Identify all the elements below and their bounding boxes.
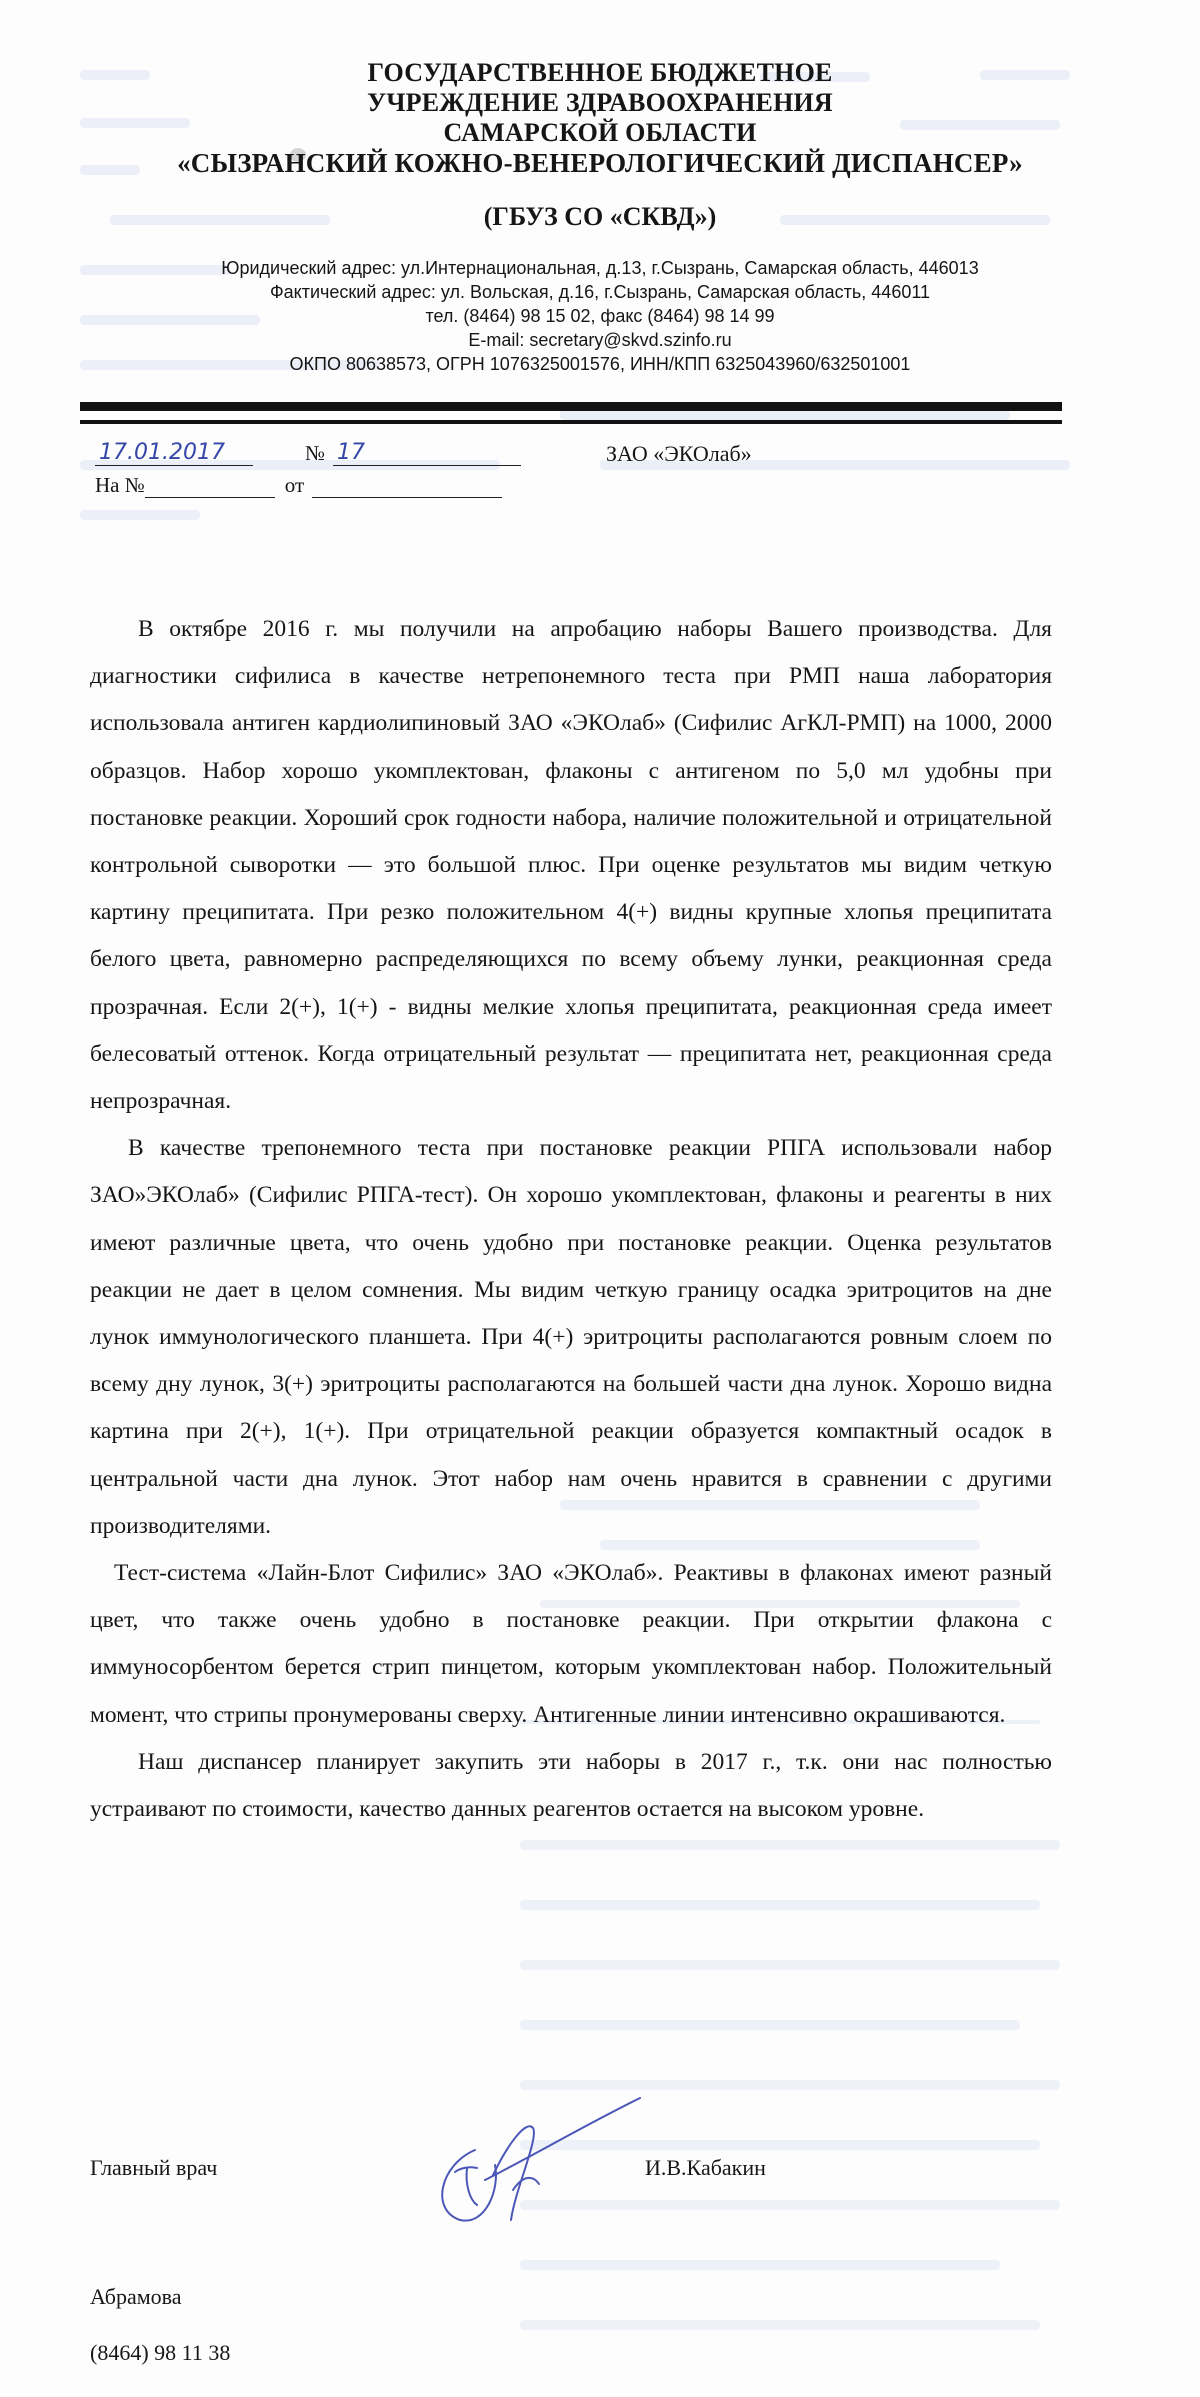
body-paragraph-3: Тест-система «Лайн-Блот Сифилис» ЗАО «ЭКОлаб». Реактивы в флаконах имеют разный цвет, что также очень удобно в постановке реакции. При открытии флакона с иммуносорбентом берется стрип пинцетом, которым укомплектован набор. Положительный момент, что стрипы пронумерованы сверху. Антигенные линии интенсивно окрашиваются.	[90, 1560, 1052, 1728]
org-name-line-2: УЧРЕЖДЕНИЕ ЗДРАВООХРАНЕНИЯ	[367, 88, 833, 117]
letter-body	[90, 606, 1052, 1833]
phones: тел. (8464) 98 15 02, факс (8464) 98 14 99	[425, 306, 775, 326]
org-name-line-1: ГОСУДАРСТВЕННОЕ БЮДЖЕТНОЕ	[367, 58, 833, 87]
letterhead-rule-thin	[80, 420, 1062, 424]
reference-label: На №	[95, 473, 145, 497]
email: E-mail: secretary@skvd.szinfo.ru	[468, 330, 732, 350]
letterhead-rule-thick	[80, 402, 1062, 411]
executor-name: Абрамова	[90, 2284, 182, 2309]
handwritten-signature	[415, 2080, 655, 2230]
org-abbreviation: (ГБУЗ СО «СКВД»)	[483, 202, 717, 231]
signatory-name: И.В.Кабакин	[645, 2155, 766, 2180]
body-paragraph-2: В качестве трепонемного теста при постановке реакции РПГА использовали набор ЗАО»ЭКОлаб» (Сифилис РПГА-тест). Он хорошо укомплектован, флаконы и реагенты в них имеют различные цвета, что очень удобно при постановке реакции. Оценка результатов реакции не дает в целом сомнения. Мы видим четкую границу осадка эритроцитов на дне лунок иммунологического планшета. При 4(+) эритроциты располагаются ровным слоем по всему дну лунок, 3(+) эритроциты располагаются на большей части дна лунок. Хорошо видна картина при 2(+), 1(+). При отрицательной реакции образуется компактный осадок в центральной части дна лунок. Этот набор нам очень нравится в сравнении с другими производителями.	[90, 1135, 1052, 1539]
org-contacts	[0, 256, 1200, 376]
body-paragraph-4: Наш диспансер планирует закупить эти наборы в 2017 г., т.к. они нас полностью устраивают по стоимости, качество данных реагентов остается на высоком уровне.	[90, 1748, 1052, 1823]
reference-from-label: от	[284, 473, 305, 497]
reference-date-blank	[312, 475, 502, 498]
letterhead	[0, 58, 1200, 376]
outgoing-number: 17	[333, 440, 521, 466]
number-sign: №	[305, 441, 326, 465]
signatory-title: Главный врач	[90, 2155, 218, 2180]
org-name-line-4: «СЫЗРАНСКИЙ КОЖНО-ВЕНЕРОЛОГИЧЕСКИЙ ДИСПАНСЕР»	[177, 148, 1023, 178]
actual-address: Фактический адрес: ул. Вольская, д.16, г.Сызрань, Самарская область, 446011	[269, 282, 931, 302]
registration-codes: ОКПО 80638573, ОГРН 1076325001576, ИНН/КПП 6325043960/632501001	[289, 354, 911, 374]
executor-phone: (8464) 98 11 38	[90, 2340, 231, 2365]
recipient: ЗАО «ЭКОлаб»	[606, 441, 752, 466]
outgoing-date: 17.01.2017	[95, 440, 253, 466]
body-paragraph-1: В октябре 2016 г. мы получили на апробацию наборы Вашего производства. Для диагностики сифилиса в качестве нетрепонемного теста при РМП наша лаборатория использовала антиген кардиолипиновый ЗАО «ЭКОлаб» (Сифилис АгКЛ-РМП) на 1000, 2000 образцов. Набор хорошо укомплектован, флаконы с антигеном по 5,0 мл удобны при постановке реакции. Хороший срок годности набора, наличие положительной и отрицательной контрольной сыворотки — это большой плюс. При оценке результатов мы видим четкую картину преципитата. При резко положительном 4(+) видны крупные хлопья преципитата белого цвета, равномерно распределяющихся по всему объему лунки, реакционная среда прозрачная. Если 2(+), 1(+) - видны мелкие хлопья преципитата, реакционная среда имеет белесоватый оттенок. Когда отрицательный результат — преципитата нет, реакционная среда непрозрачная.	[90, 616, 1052, 1115]
outgoing-registration	[95, 436, 521, 498]
reference-number-blank	[145, 475, 275, 498]
legal-address: Юридический адрес: ул.Интернациональная, д.13, г.Сызрань, Самарская область, 446013	[221, 258, 979, 278]
org-name-line-3: САМАРСКОЙ ОБЛАСТИ	[443, 118, 757, 147]
